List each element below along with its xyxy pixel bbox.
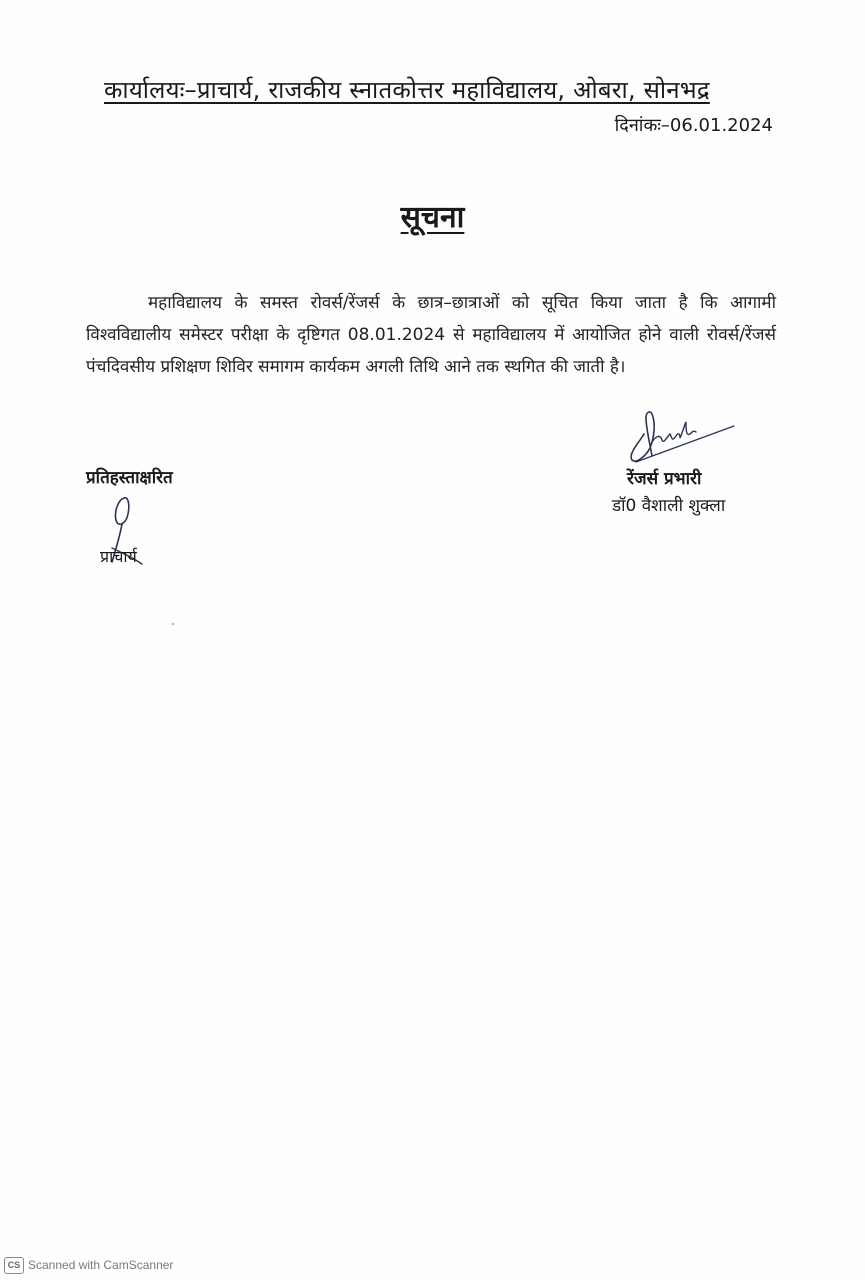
camscanner-logo-icon: CS (4, 1257, 24, 1274)
principal-label: प्राचार्य (100, 547, 137, 566)
watermark-text: Scanned with CamScanner (28, 1258, 174, 1272)
notice-body: महाविद्यालय के समस्त रोवर्स/रेंजर्स के छात्र–छात्राओं को सूचित किया जाता है कि आगामी विश्वविद्यालीय समेस्टर परीक्षा के दृष्टिगत 08.01.2024 से महाविद्यालय में आयोजित होने वाली रोवर्स/रेंजर्स पंचदिवसीय प्रशिक्षण शिविर समागम कार्यकम अगली तिथि आने तक स्थगित की जाती है। (86, 293, 776, 377)
rangers-incharge-signature-icon (622, 404, 740, 470)
scan-speck (172, 623, 174, 625)
rangers-incharge-label: रेंजर्स प्रभारी (627, 469, 702, 489)
camscanner-watermark (4, 1255, 173, 1275)
notice-title: सूचना (400, 200, 465, 235)
rangers-incharge-name: डॉ0 वैशाली शुक्ला (612, 496, 726, 516)
countersigned-label: प्रतिहस्ताक्षरित (86, 468, 173, 488)
office-header: कार्यालयः–प्राचार्य, राजकीय स्नातकोत्तर महाविद्यालय, ओबरा, सोनभद्र (104, 76, 710, 104)
notice-date: दिनांकः–06.01.2024 (614, 115, 773, 136)
